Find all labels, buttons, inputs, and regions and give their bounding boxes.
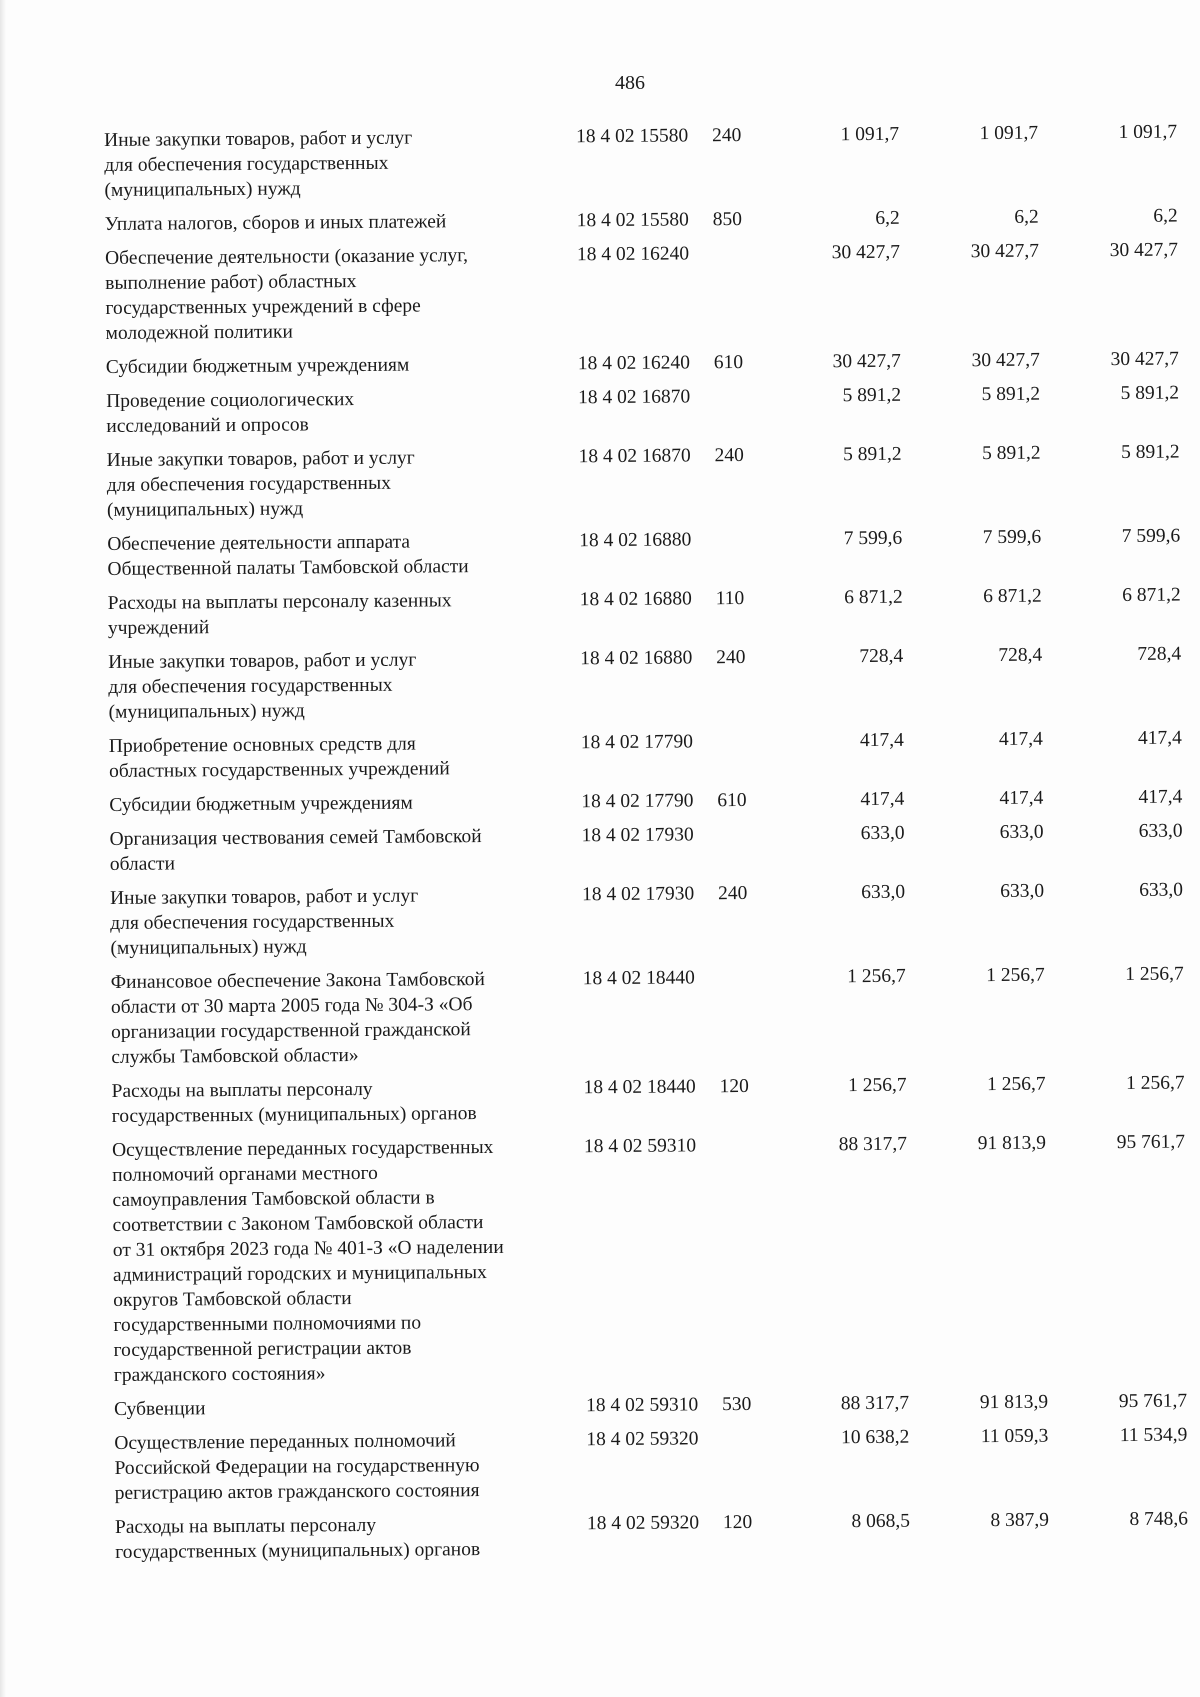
row-value-3: 633,0 [1138,820,1183,842]
row-value-3: 6,2 [1153,205,1178,227]
row-value-1: 1 091,7 [840,123,900,146]
row-value-2: 5 891,2 [982,442,1041,465]
table-row [107,524,1187,582]
row-code: 18 4 02 17930 [581,883,695,906]
row-value-3: 8 748,6 [1129,1508,1189,1530]
row-value-1: 10 638,2 [840,1426,910,1449]
table-row [106,381,1186,439]
row-value-1: 7 599,6 [843,527,903,550]
row-code: 18 4 02 18440 [582,967,695,990]
row-value-1: 30 427,7 [832,350,901,373]
row-value-1: 1 256,7 [847,965,906,988]
table-row [111,1070,1191,1128]
row-value-3: 1 256,7 [1125,1072,1185,1095]
row-code: 18 4 02 59320 [586,1512,700,1535]
row-name: Субсидии бюджетным учреждениям [109,792,413,816]
table-row [114,1422,1195,1505]
row-value-3: 728,4 [1137,643,1182,665]
row-value-1: 88 317,7 [838,1133,908,1156]
row-value-2: 5 891,2 [981,383,1041,406]
row-value-3: 417,4 [1137,727,1182,749]
table-row [108,642,1189,725]
table-row [109,818,1189,876]
row-code: 18 4 02 17790 [580,731,694,754]
row-value-3: 6 871,2 [1122,584,1181,607]
table-row [115,1506,1195,1564]
row-value-1: 8 068,5 [851,1510,911,1533]
row-value-2: 8 387,9 [990,1509,1050,1532]
row-value-3: 1 256,7 [1125,963,1184,986]
row-name: Финансовое обеспечение Закона Тамбовской области от 30 марта 2005 года № 304-З «Об организации государственной гражданской службы Тамбовской области» [110,969,485,1068]
row-value-1: 633,0 [861,881,906,904]
row-code: 18 4 02 16870 [578,386,691,409]
row-name: Расходы на выплаты персоналу государственных (муниципальных) органов [114,1514,481,1563]
row-value-2: 30 427,7 [970,240,1040,263]
row-value-2: 6,2 [1014,206,1039,228]
row-code: 18 4 02 16880 [579,588,692,611]
row-expense-type: 240 [714,444,744,467]
table-row [107,440,1188,523]
row-name: Иные закупки товаров, работ и услуг для обеспечения государственных (муниципальных) нужд [108,649,417,723]
row-code: 18 4 02 16880 [580,647,693,670]
row-value-2: 6 871,2 [983,585,1042,608]
row-value-2: 1 256,7 [986,964,1045,987]
row-code: 18 4 02 16240 [576,243,690,266]
row-code: 18 4 02 16870 [578,445,691,468]
row-value-2: 417,4 [998,728,1043,750]
row-value-2: 633,0 [1000,880,1045,902]
row-code: 18 4 02 15580 [576,125,689,148]
row-expense-type: 850 [712,208,743,231]
budget-table [104,120,1195,1574]
row-value-2: 30 427,7 [971,349,1040,372]
table-row [105,238,1186,346]
row-value-3: 5 891,2 [1120,382,1180,405]
row-value-3: 11 534,9 [1119,1424,1188,1447]
table-row [109,725,1189,783]
row-name: Обеспечение деятельности аппарата Общественной палаты Тамбовской области [107,531,469,580]
row-value-3: 7 599,6 [1121,525,1181,548]
row-expense-type: 110 [715,587,745,610]
row-code: 18 4 02 16880 [579,529,692,552]
row-name: Обеспечение деятельности (оказание услуг, выполнение работ) областных государственных учреждений в сфере молодежной политики [104,245,469,344]
table-row [106,347,1186,380]
row-name: Субсидии бюджетным учреждениям [105,354,410,378]
row-expense-type: 610 [713,351,744,374]
table-row [109,784,1189,817]
row-code: 18 4 02 59310 [585,1394,699,1417]
row-value-1: 5 891,2 [842,384,902,407]
scan-edge [0,0,6,1697]
row-value-3: 633,0 [1139,879,1184,901]
row-value-2: 1 091,7 [979,122,1039,145]
row-code: 18 4 02 17930 [581,824,694,847]
row-name: Осуществление переданных государственных полномочий органами местного самоуправления Тамбовской области в соответствии с Законом Тамбовской области от 31 октября 2023 года № 401-З «О наделении администраций городских и муниципальных округов Тамбовской области государственными полномочиями по государственной регистрации актов гражданского состояния» [111,1136,504,1386]
row-value-2: 7 599,6 [982,526,1042,549]
row-value-3: 95 761,7 [1118,1390,1188,1413]
row-value-1: 417,4 [860,788,905,811]
row-value-1: 5 891,2 [843,443,902,466]
row-code: 18 4 02 17790 [581,790,694,813]
table-row [104,120,1185,203]
table-row [112,1129,1194,1387]
row-value-1: 6 871,2 [844,586,903,609]
row-code: 18 4 02 15580 [576,209,689,232]
row-value-2: 11 059,3 [980,1425,1049,1448]
row-value-3: 95 761,7 [1116,1131,1186,1154]
row-name: Субвенции [113,1398,206,1420]
row-code: 18 4 02 59310 [583,1135,697,1158]
row-value-3: 30 427,7 [1109,239,1179,262]
row-name: Осуществление переданных полномочий Российской Федерации на государственную регистрацию актов гражданского состояния [114,1430,480,1504]
row-code: 18 4 02 16240 [577,352,691,375]
row-value-1: 417,4 [859,729,904,752]
row-name: Организация чествования семей Тамбовской области [109,826,482,875]
row-expense-type: 530 [721,1393,752,1416]
table-row [111,961,1192,1069]
table-row [108,583,1188,641]
row-value-2: 417,4 [999,787,1044,809]
table-row [110,877,1191,960]
row-expense-type: 120 [719,1075,749,1098]
row-value-2: 91 813,9 [977,1132,1047,1155]
row-name: Иные закупки товаров, работ и услуг для обеспечения государственных (муниципальных) нужд [104,127,413,201]
row-value-2: 1 256,7 [986,1073,1046,1096]
row-value-1: 1 256,7 [847,1074,907,1097]
row-expense-type: 240 [717,882,748,905]
row-value-2: 728,4 [998,644,1043,666]
row-expense-type: 610 [717,789,747,812]
row-expense-type: 120 [722,1511,753,1534]
row-value-1: 88 317,7 [840,1392,910,1415]
row-value-3: 417,4 [1138,786,1183,808]
row-value-1: 30 427,7 [831,241,901,264]
page-number: 486 [615,72,645,94]
row-name: Иные закупки товаров, работ и услуг для обеспечения государственных (муниципальных) нужд [109,885,419,959]
row-name: Расходы на выплаты персоналу государственных (муниципальных) органов [111,1078,477,1127]
row-value-3: 30 427,7 [1110,348,1179,371]
row-name: Иные закупки товаров, работ и услуг для обеспечения государственных (муниципальных) нужд [106,447,415,521]
row-value-2: 91 813,9 [979,1391,1049,1414]
row-value-3: 1 091,7 [1118,121,1178,144]
table-row [114,1388,1194,1421]
row-name: Проведение социологических исследований и опросов [106,389,355,437]
row-value-1: 728,4 [859,645,904,668]
row-name: Приобретение основных средств для областных государственных учреждений [108,733,450,782]
row-value-1: 633,0 [860,822,905,845]
row-code: 18 4 02 59320 [586,1428,699,1451]
table-row [105,204,1185,237]
row-name: Расходы на выплаты персоналу казенных учреждений [107,590,452,639]
row-expense-type: 240 [711,124,742,147]
row-name: Уплата налогов, сборов и иных платежей [104,211,447,235]
row-value-3: 5 891,2 [1120,441,1180,464]
row-value-2: 633,0 [999,821,1044,843]
row-expense-type: 240 [716,646,746,669]
row-value-1: 6,2 [875,207,900,229]
row-code: 18 4 02 18440 [583,1076,696,1099]
